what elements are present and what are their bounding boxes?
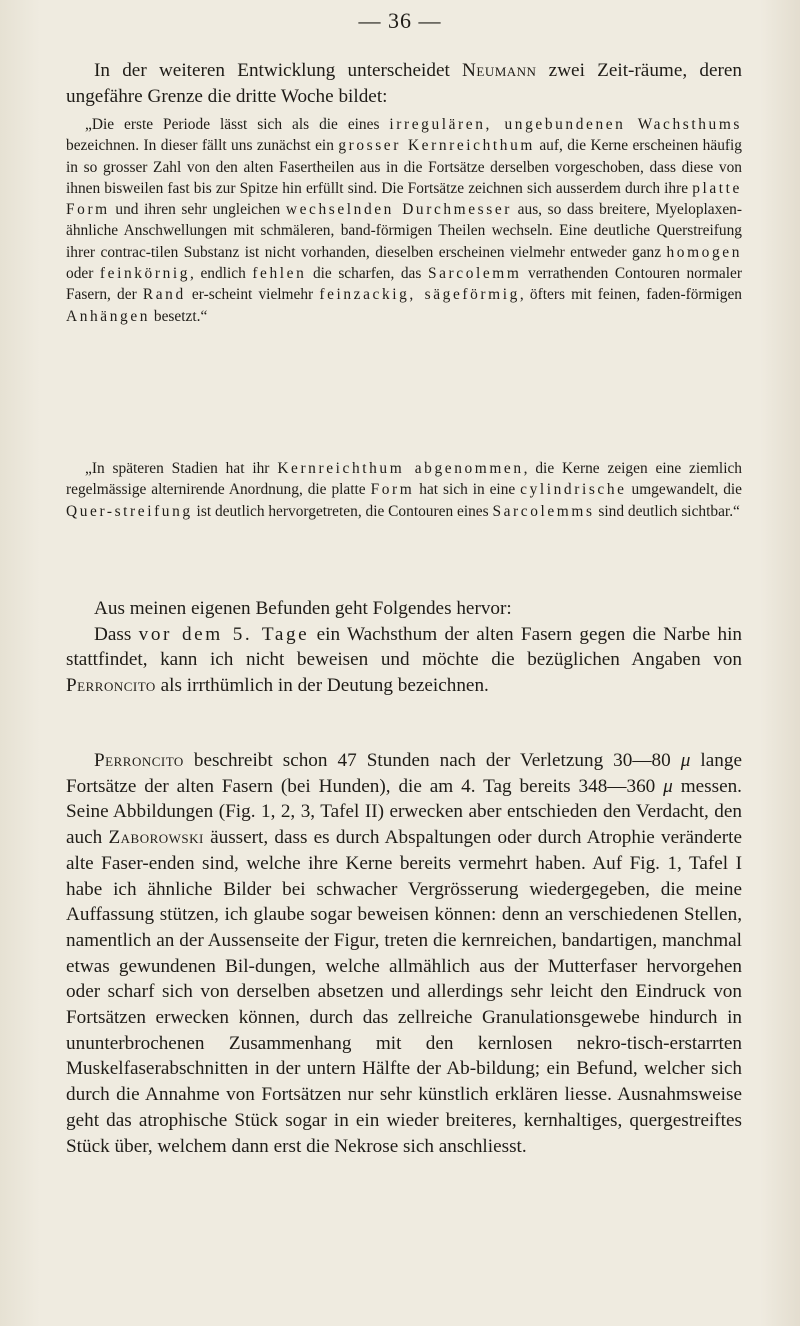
quote-text: umgewandelt, die (626, 481, 742, 499)
emphasis-text: irregulären, ungebundenen Wachsthums (389, 116, 743, 133)
emphasis-text: wechselnden Durchmesser (285, 201, 513, 219)
quote-text: , endlich (190, 265, 253, 283)
quote-text: er-scheint vielmehr (185, 286, 320, 304)
quote-text: die scharfen, das (306, 265, 428, 283)
emphasis-text: Kernreichthum abgenommen (277, 460, 524, 477)
body-text: äussert, dass es durch Abspaltungen oder durch Atrophie veränderte alte Faser-enden sind, welche ihre Kerne bereits vermehrt haben. Auf Fig. 1, Tafel I habe ich ähnliche Bilder bei schwacher Vergrösserung wiedergegeben, die meine Auffassung stützen, ich glaube sogar beweisen können: denn an verschiedenen Stellen, namentlich an der Aussenseite der Figur, treten die kernreichen, bandartigen, manchmal etwas gewundenen Bil-dungen, welche allmählich aus der Mutterfaser hervorgehen oder scharf sich von derselben absetzen und allerdings sehr leicht den Eindruck von Fortsätzen erwecken können, durch das zellreiche Granulationsgewebe hindurch in ununterbrochenen Zusammenhang mit den kernlosen nekro-tisch-erstarrten Muskelfaserabschnitten in der untern Hälfte der Ab-bildung; ein Befund, welcher sich durch die Annahme von Fortsätzen nur sehr künstlich erklären liesse. Ausnahmsweise geht das atrophische Stück sogar in ein wieder breiteres, kernhaltiges, quergestreiftes Stück über, welchem dann erst die Nekrose sich anschliesst. (66, 827, 742, 1157)
intro-text: In der weiteren Entwicklung unterscheidet (94, 60, 463, 81)
findings-paragraph (66, 596, 742, 699)
micron-symbol: μ (663, 775, 673, 797)
quote-later-stages (66, 458, 742, 522)
author-name: Perroncito (66, 675, 156, 697)
emphasis-text: Quer-streifung (66, 502, 193, 520)
quote-text: auf, die Kerne erscheinen häufig in so grosser Zahl von den alten Fasertheilen aus in die Fortsätze derselben vorgeschoben, dass diese von ihnen bisweilen fast bis zur Spitze hin erfüllt sind. Die Fortsätze zeichnen sich ausserdem durch ihre (66, 137, 743, 197)
quote-text: „In späteren Stadien hat ihr (85, 460, 278, 477)
intro-paragraph (66, 58, 742, 109)
author-name: Neumann (462, 60, 537, 81)
intro-text: zwei Zeit-räume, deren ungefähre Grenze die dritte Woche bildet: (66, 60, 742, 107)
quote-text: sind deutlich sichtbar.“ (594, 502, 740, 520)
emphasis-text: Form (370, 481, 415, 499)
emphasis-text: Anhängen (66, 307, 151, 325)
emphasis-text: feinkörnig (99, 265, 191, 283)
body-text: als irrthümlich in der Deutung bezeichnen. (155, 675, 489, 697)
emphasis-text: homogen (666, 243, 742, 261)
emphasis-text: grosser Kernreichthum (338, 137, 535, 155)
quote-text: , öfters mit feinen, faden-förmigen (519, 286, 742, 304)
body-text: messen. Seine Abbildungen (Fig. 1, 2, 3, Tafel II) erwecken aber entschieden den Verdacht, den auch (66, 775, 742, 849)
quote-text: besetzt.“ (150, 307, 208, 325)
quote-text: und ihren sehr ungleichen (109, 201, 286, 219)
quote-text: aus, so dass breitere, Myeloplaxen-ähnliche Anschwellungen mit schmäleren, band-förmigen Theilen wechseln. Eine deutliche Querstreifung ihrer contrac-tilen Substanz ist nicht vorhanden, dieselben erscheinen vielmehr entweder ganz (66, 201, 742, 261)
author-name: Zaborowski (108, 827, 204, 849)
body-text: Dass (94, 623, 139, 645)
emphasis-text: Sarcolemms (492, 502, 595, 520)
emphasis-text: Rand (142, 286, 186, 304)
body-text: beschreibt schon 47 Stunden nach der Verletzung 30—80 (183, 750, 681, 771)
quote-first-period (66, 114, 742, 327)
perroncito-paragraph (66, 748, 742, 1159)
emphasis-text: vor dem 5. Tage (138, 623, 310, 645)
emphasis-text: fehlen (252, 265, 307, 283)
quote-text: „Die erste Periode lässt sich als die eines (85, 116, 390, 133)
emphasis-text: cylindrische (520, 481, 627, 499)
body-text: ein Wachsthum der alten Fasern gegen die Narbe hin stattfindet, kann ich nicht beweisen und möchte die bezüglichen Angaben von (66, 623, 742, 671)
quote-text: oder (66, 265, 100, 283)
emphasis-text: platte Form (66, 179, 742, 219)
quote-text: ist deutlich hervorgetreten, die Contouren eines (192, 502, 493, 520)
findings-intro-line: Aus meinen eigenen Befunden geht Folgendes hervor: (94, 598, 512, 619)
quote-text: verrathenden Contouren normaler Fasern, der (66, 265, 742, 304)
body-text: lange Fortsätze der alten Fasern (bei Hunden), die am 4. Tag bereits 348—360 (66, 750, 742, 797)
emphasis-text: feinzackig, sägeförmig (319, 286, 520, 304)
quote-text: , die Kerne zeigen eine ziemlich regelmässige alternirende Anordnung, die platte (66, 460, 742, 499)
quote-text: bezeichnen. In dieser fällt uns zunächst ein (66, 137, 339, 155)
emphasis-text: Sarcolemm (427, 265, 522, 283)
quote-text: hat sich in eine (414, 481, 521, 499)
author-name: Perroncito (94, 750, 184, 771)
micron-symbol: μ (680, 750, 691, 771)
page-number: — 36 — (358, 8, 442, 33)
